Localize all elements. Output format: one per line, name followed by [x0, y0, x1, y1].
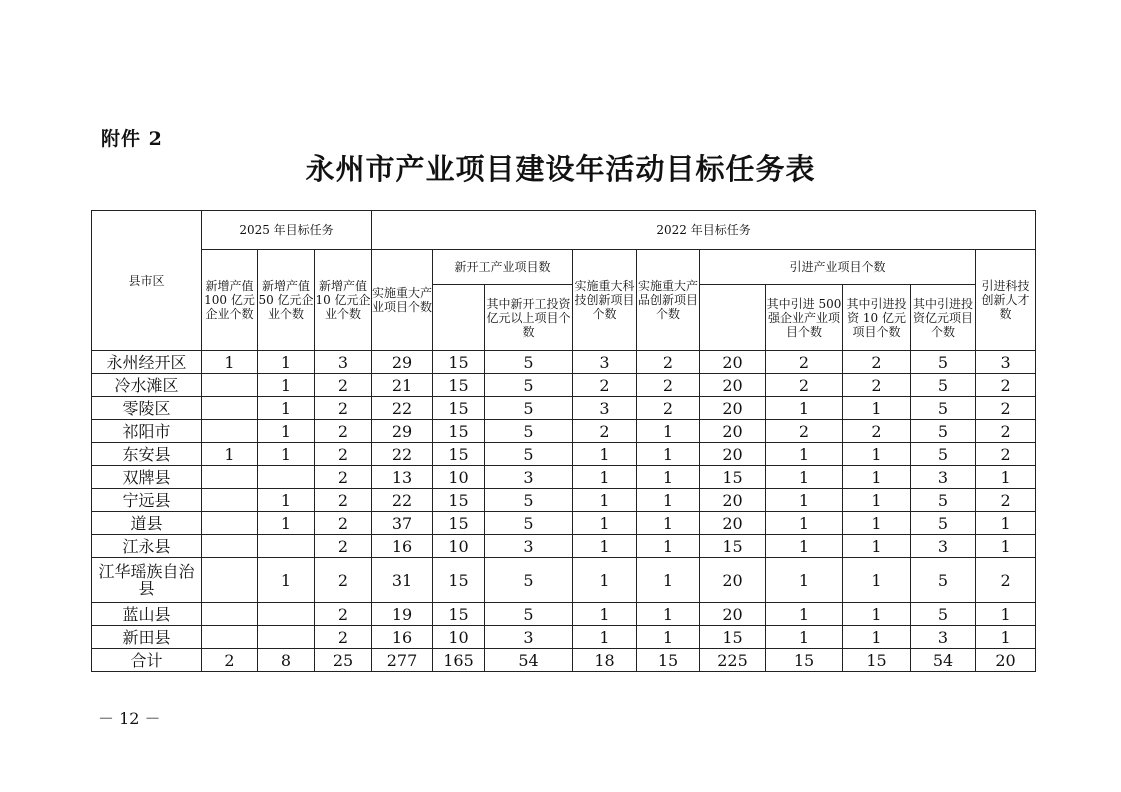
value-cell-c5: 15 — [433, 397, 485, 420]
value-cell-c3: 2 — [315, 626, 372, 649]
table-row — [92, 420, 1036, 443]
value-cell-c13: 2 — [976, 397, 1036, 420]
value-cell-c6: 3 — [485, 535, 573, 558]
value-cell-c4: 19 — [372, 603, 433, 626]
value-cell-c5: 15 — [433, 603, 485, 626]
value-cell-c11: 1 — [843, 535, 911, 558]
value-cell-c8: 1 — [637, 466, 700, 489]
table-row — [92, 374, 1036, 397]
value-cell-c11: 1 — [843, 443, 911, 466]
value-cell-c9: 225 — [700, 649, 766, 672]
value-cell-c3: 2 — [315, 603, 372, 626]
header-introduce-empty — [700, 285, 766, 351]
value-cell-c12: 3 — [911, 466, 976, 489]
value-cell-c13: 20 — [976, 649, 1036, 672]
attachment-label: 附件 2 — [101, 128, 163, 150]
region-cell: 祁阳市 — [92, 420, 202, 443]
value-cell-c9: 15 — [700, 626, 766, 649]
value-cell-c3: 2 — [315, 466, 372, 489]
value-cell-c1 — [202, 489, 258, 512]
value-cell-c3: 2 — [315, 558, 372, 603]
value-cell-c8: 1 — [637, 558, 700, 603]
value-cell-c8: 1 — [637, 489, 700, 512]
value-cell-c3: 3 — [315, 351, 372, 374]
region-cell: 宁远县 — [92, 489, 202, 512]
value-cell-c1: 1 — [202, 443, 258, 466]
header-new-start: 新开工产业项目数 — [433, 250, 573, 285]
value-cell-c6: 5 — [485, 420, 573, 443]
value-cell-c4: 22 — [372, 443, 433, 466]
value-cell-c6: 5 — [485, 351, 573, 374]
value-cell-c4: 21 — [372, 374, 433, 397]
value-cell-c1 — [202, 397, 258, 420]
value-cell-c11: 2 — [843, 420, 911, 443]
value-cell-c6: 3 — [485, 626, 573, 649]
value-cell-c1 — [202, 558, 258, 603]
table-row — [92, 649, 1036, 672]
value-cell-c10: 1 — [766, 512, 843, 535]
value-cell-c2: 1 — [258, 558, 315, 603]
value-cell-c12: 5 — [911, 558, 976, 603]
value-cell-c5: 15 — [433, 443, 485, 466]
value-cell-c3: 2 — [315, 535, 372, 558]
value-cell-c4: 29 — [372, 351, 433, 374]
value-cell-c8: 15 — [637, 649, 700, 672]
value-cell-c6: 3 — [485, 466, 573, 489]
value-cell-c13: 1 — [976, 603, 1036, 626]
value-cell-c2 — [258, 603, 315, 626]
value-cell-c13: 3 — [976, 351, 1036, 374]
document-title: 永州市产业项目建设年活动目标任务表 — [305, 152, 816, 186]
value-cell-c11: 1 — [843, 512, 911, 535]
value-cell-c10: 1 — [766, 558, 843, 603]
header-new-50: 新增产值 50 亿元企业个数 — [258, 250, 315, 351]
value-cell-c5: 15 — [433, 374, 485, 397]
value-cell-c12: 5 — [911, 374, 976, 397]
value-cell-c3: 2 — [315, 512, 372, 535]
value-cell-c12: 3 — [911, 626, 976, 649]
value-cell-c7: 1 — [573, 512, 637, 535]
value-cell-c8: 2 — [637, 351, 700, 374]
value-cell-c1 — [202, 535, 258, 558]
value-cell-c9: 15 — [700, 466, 766, 489]
value-cell-c11: 1 — [843, 603, 911, 626]
value-cell-c9: 20 — [700, 558, 766, 603]
value-cell-c9: 20 — [700, 603, 766, 626]
value-cell-c1 — [202, 466, 258, 489]
value-cell-c3: 2 — [315, 443, 372, 466]
header-introduce: 引进产业项目个数 — [700, 250, 976, 285]
value-cell-c9: 20 — [700, 397, 766, 420]
value-cell-c9: 20 — [700, 420, 766, 443]
value-cell-c7: 1 — [573, 443, 637, 466]
value-cell-c7: 1 — [573, 558, 637, 603]
value-cell-c6: 5 — [485, 443, 573, 466]
value-cell-c3: 2 — [315, 489, 372, 512]
value-cell-c10: 2 — [766, 420, 843, 443]
value-cell-c12: 5 — [911, 443, 976, 466]
region-cell: 道县 — [92, 512, 202, 535]
value-cell-c9: 20 — [700, 374, 766, 397]
value-cell-c2: 1 — [258, 374, 315, 397]
value-cell-c12: 54 — [911, 649, 976, 672]
value-cell-c7: 3 — [573, 351, 637, 374]
region-cell: 江华瑶族自治县 — [92, 558, 202, 603]
value-cell-c8: 1 — [637, 443, 700, 466]
table-row — [92, 626, 1036, 649]
header-tech-innovation: 实施重大科技创新项目个数 — [573, 250, 637, 351]
value-cell-c13: 2 — [976, 558, 1036, 603]
value-cell-c13: 1 — [976, 535, 1036, 558]
value-cell-c10: 2 — [766, 351, 843, 374]
value-cell-c8: 2 — [637, 374, 700, 397]
value-cell-c9: 20 — [700, 512, 766, 535]
region-cell: 永州经开区 — [92, 351, 202, 374]
value-cell-c11: 2 — [843, 351, 911, 374]
value-cell-c10: 1 — [766, 626, 843, 649]
value-cell-c6: 5 — [485, 489, 573, 512]
value-cell-c7: 1 — [573, 535, 637, 558]
value-cell-c2: 1 — [258, 420, 315, 443]
region-cell: 零陵区 — [92, 397, 202, 420]
value-cell-c3: 2 — [315, 420, 372, 443]
value-cell-c2: 1 — [258, 351, 315, 374]
table-row — [92, 466, 1036, 489]
header-new-10: 新增产值 10 亿元企业个数 — [315, 250, 372, 351]
value-cell-c7: 2 — [573, 374, 637, 397]
value-cell-c10: 1 — [766, 443, 843, 466]
table-row — [92, 489, 1036, 512]
value-cell-c5: 10 — [433, 466, 485, 489]
table-row — [92, 443, 1036, 466]
value-cell-c11: 1 — [843, 626, 911, 649]
value-cell-c9: 15 — [700, 535, 766, 558]
value-cell-c8: 1 — [637, 512, 700, 535]
value-cell-c5: 15 — [433, 512, 485, 535]
header-product-innovation: 实施重大产品创新项目个数 — [637, 250, 700, 351]
region-cell: 合计 — [92, 649, 202, 672]
value-cell-c5: 15 — [433, 351, 485, 374]
value-cell-c7: 1 — [573, 626, 637, 649]
region-cell: 双牌县 — [92, 466, 202, 489]
table-row — [92, 603, 1036, 626]
value-cell-c13: 2 — [976, 443, 1036, 466]
region-cell: 东安县 — [92, 443, 202, 466]
table-row — [92, 558, 1036, 603]
value-cell-c2: 8 — [258, 649, 315, 672]
value-cell-c6: 5 — [485, 397, 573, 420]
value-cell-c12: 5 — [911, 489, 976, 512]
value-cell-c8: 1 — [637, 626, 700, 649]
table-body — [92, 351, 1036, 672]
value-cell-c5: 165 — [433, 649, 485, 672]
value-cell-c1 — [202, 420, 258, 443]
value-cell-c13: 2 — [976, 489, 1036, 512]
value-cell-c4: 31 — [372, 558, 433, 603]
value-cell-c11: 15 — [843, 649, 911, 672]
value-cell-c2 — [258, 535, 315, 558]
value-cell-c10: 1 — [766, 466, 843, 489]
value-cell-c6: 54 — [485, 649, 573, 672]
value-cell-c10: 2 — [766, 374, 843, 397]
value-cell-c7: 3 — [573, 397, 637, 420]
value-cell-c6: 5 — [485, 558, 573, 603]
value-cell-c6: 5 — [485, 374, 573, 397]
value-cell-c13: 2 — [976, 374, 1036, 397]
value-cell-c7: 1 — [573, 466, 637, 489]
value-cell-c1 — [202, 374, 258, 397]
page-number: － 12 － — [98, 709, 161, 728]
header-intro-10: 其中引进投资 10 亿元项目个数 — [843, 285, 911, 351]
region-cell: 新田县 — [92, 626, 202, 649]
value-cell-c11: 1 — [843, 558, 911, 603]
value-cell-c10: 1 — [766, 535, 843, 558]
header-new-start-sub: 其中新开工投资亿元以上项目个数 — [485, 285, 573, 351]
header-intro-500: 其中引进 500 强企业产业项目个数 — [766, 285, 843, 351]
value-cell-c6: 5 — [485, 512, 573, 535]
header-group-2022: 2022 年目标任务 — [372, 211, 1036, 250]
value-cell-c11: 1 — [843, 397, 911, 420]
value-cell-c1: 2 — [202, 649, 258, 672]
value-cell-c10: 1 — [766, 603, 843, 626]
value-cell-c12: 5 — [911, 512, 976, 535]
value-cell-c1 — [202, 512, 258, 535]
value-cell-c4: 13 — [372, 466, 433, 489]
header-new-start-empty — [433, 285, 485, 351]
value-cell-c12: 5 — [911, 420, 976, 443]
value-cell-c2 — [258, 466, 315, 489]
value-cell-c10: 15 — [766, 649, 843, 672]
region-cell: 蓝山县 — [92, 603, 202, 626]
value-cell-c4: 29 — [372, 420, 433, 443]
value-cell-c3: 25 — [315, 649, 372, 672]
header-group-2025: 2025 年目标任务 — [202, 211, 372, 250]
value-cell-c9: 20 — [700, 443, 766, 466]
value-cell-c9: 20 — [700, 489, 766, 512]
value-cell-c1 — [202, 603, 258, 626]
table-row — [92, 397, 1036, 420]
value-cell-c13: 1 — [976, 626, 1036, 649]
value-cell-c10: 1 — [766, 489, 843, 512]
value-cell-c6: 5 — [485, 603, 573, 626]
value-cell-c13: 1 — [976, 466, 1036, 489]
value-cell-c1 — [202, 626, 258, 649]
value-cell-c2: 1 — [258, 443, 315, 466]
value-cell-c3: 2 — [315, 397, 372, 420]
value-cell-c1: 1 — [202, 351, 258, 374]
value-cell-c12: 5 — [911, 603, 976, 626]
value-cell-c8: 1 — [637, 603, 700, 626]
value-cell-c2: 1 — [258, 397, 315, 420]
value-cell-c5: 15 — [433, 558, 485, 603]
value-cell-c2: 1 — [258, 512, 315, 535]
value-cell-c11: 2 — [843, 374, 911, 397]
value-cell-c7: 1 — [573, 489, 637, 512]
header-region: 县市区 — [92, 211, 202, 351]
value-cell-c13: 2 — [976, 420, 1036, 443]
value-cell-c10: 1 — [766, 397, 843, 420]
value-cell-c8: 1 — [637, 420, 700, 443]
value-cell-c5: 15 — [433, 420, 485, 443]
value-cell-c4: 37 — [372, 512, 433, 535]
value-cell-c4: 22 — [372, 397, 433, 420]
header-intro-yi: 其中引进投资亿元项目个数 — [911, 285, 976, 351]
value-cell-c11: 1 — [843, 489, 911, 512]
value-cell-c3: 2 — [315, 374, 372, 397]
value-cell-c12: 5 — [911, 351, 976, 374]
value-cell-c8: 2 — [637, 397, 700, 420]
table-row — [92, 351, 1036, 374]
value-cell-c2 — [258, 626, 315, 649]
table-row — [92, 512, 1036, 535]
value-cell-c7: 2 — [573, 420, 637, 443]
header-new-100: 新增产值 100 亿元企业个数 — [202, 250, 258, 351]
value-cell-c4: 16 — [372, 535, 433, 558]
region-cell: 冷水滩区 — [92, 374, 202, 397]
region-cell: 江永县 — [92, 535, 202, 558]
value-cell-c4: 16 — [372, 626, 433, 649]
header-major-projects: 实施重大产业项目个数 — [372, 250, 433, 351]
value-cell-c9: 20 — [700, 351, 766, 374]
value-cell-c12: 3 — [911, 535, 976, 558]
value-cell-c5: 10 — [433, 535, 485, 558]
value-cell-c5: 15 — [433, 489, 485, 512]
value-cell-c13: 1 — [976, 512, 1036, 535]
value-cell-c4: 22 — [372, 489, 433, 512]
value-cell-c7: 1 — [573, 603, 637, 626]
value-cell-c8: 1 — [637, 535, 700, 558]
value-cell-c11: 1 — [843, 466, 911, 489]
value-cell-c5: 10 — [433, 626, 485, 649]
value-cell-c7: 18 — [573, 649, 637, 672]
table-row — [92, 535, 1036, 558]
value-cell-c12: 5 — [911, 397, 976, 420]
value-cell-c4: 277 — [372, 649, 433, 672]
value-cell-c2: 1 — [258, 489, 315, 512]
header-talent: 引进科技创新人才数 — [976, 250, 1036, 351]
target-task-table — [91, 210, 1036, 672]
